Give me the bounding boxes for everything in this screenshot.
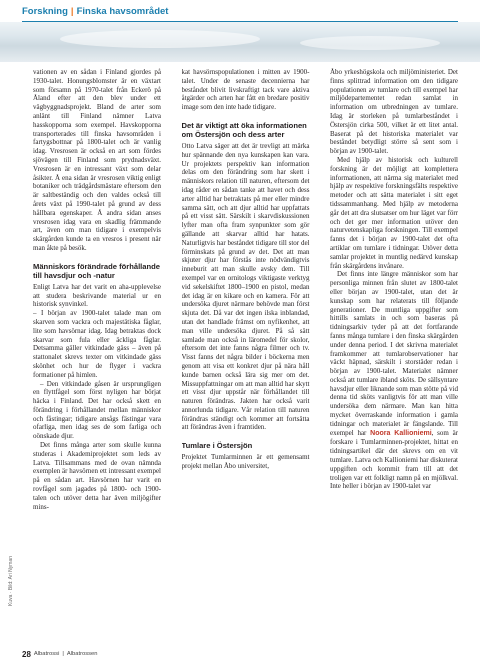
subheading: Tumlare i Östersjön <box>181 441 253 451</box>
column-1 <box>33 68 161 643</box>
paragraph: – Den vitkindade gåsen är ursprungligen en flyttfågel som först nyligen har börjat häcka i Finland. Det har också skett en förändring i förhållandet mellan människor och fåstingar; tidigare ansågs fästingar vara ofarliga, men idag ses de som farliga och oönskade djur. <box>33 379 161 441</box>
paragraph: – I början av 1900-talet talade man om skarven som vackra och majestätiska fåglar, lite som havsörnar idag. Idag betraktas dock skarvar som fula eller äckliga fåglar. Detsamma gäller vitkindade gäss – även på stattonalet skrevs texter om vitkindade gäss skönhet och hur de flyger i vackra formationer på himlen. <box>33 309 161 379</box>
photo-mist <box>300 36 440 50</box>
subheading: Det är viktigt att öka informationen om Östersjön och dess arter <box>181 120 307 139</box>
column-2 <box>182 68 310 643</box>
highlighted-name: Noora Kallioniemi <box>370 429 432 437</box>
paragraph: Det finns många arter som skulle kunna studeras i Akademiprojektet som leds av Latva. Tillsammans med de ovan nämnda exemplen är havsörnen ett intressant exempel på en sådan art. Havsörnen har varit en rovfågel som jagades på 1800- och 1900-talen och utöver detta har även miljögifter mins- <box>33 441 161 511</box>
page-footer <box>22 648 98 660</box>
header-photo <box>0 22 480 62</box>
photo-mist <box>60 30 260 48</box>
paragraph: kat havsörnspopulationen i mitten av 1900-talet. Under de senaste decennierna har beståndet blivit livskraftigt tack vare aktiva åtgärder och arten har fått en bredare positiv image som den inte hade tidigare. <box>181 68 310 112</box>
magazine-name: Albatrossi <box>33 651 60 657</box>
column-3 <box>330 68 458 643</box>
section-name: Forskning <box>22 6 68 17</box>
text-run: , som är forskare i Tumlarminnen-projektet, hittat en tidningsartikel där det skrevs om en vit tumlare. Latva och Kallioniemi har diskuterat uppgiften och kommit fram till att det troligen var ett folkligt namn på en mjölkval. Inte heller i början av 1900-talet var <box>330 428 458 491</box>
paragraph: Otto Latva säger att det är trevligt att märka hur spännande den nya kunskapen kan vara. Ur projektets perspektiv kan information delas om den förändring som har skett i människors relation till naturen, eftersom det idag råder en sådan tanke att havet och dess arter alltid har betraktats på mer eller mindre samma sätt, och att djur alltid har uppfattats på ett visst sätt. Särskilt i skarvdiskussionen lyfter man ofta fram synpunkter som gör gällande att skarvar alltid har hatats. Naturligtvis har beståndet tidigare till stor del förminskats på grund av det. Det att man skjuter djur har förstås inte nödvändigtvis inneburit att man skulle avsky dem. Till exempel var en ornitologs viktigaste verktyg vid sekelskiftet 1800–1900 en pistol, medan det idag är en kikare och en kamera. För att undersöka djuret närmare behövde man först skjuta det. Då var det ingen ilska inblandad, utan det handlade främst om nyfikenhet, att man ville undersöka djuret. På så sätt samlade man också in läromedel för skolor, eftersom det inte fanns några filmer och tv. Visst fanns det några bilder i böckerna men genom att visa ett konkret djur på nära håll kunde barnen också lära sig mer om det. Missuppfattningar om att man alltid har skytt ett visst djur uppstår när förhållandet till naturen förändras. Jakten har också varit annorlunda tidigare. Vår relation till naturen förändras ständigt och kommer att fortsätta att förändras även i framtiden. <box>181 141 310 432</box>
paragraph: Enligt Latva har det varit en aha-upplevelse att studera beskrivande material ur en historisk synvinkel. <box>33 282 161 309</box>
page-number: 28 <box>22 649 31 659</box>
footer-separator: | <box>62 651 64 657</box>
paragraph: Åbo yrkeshögskola och miljöministeriet. Det finns splittrad information om den tidigare populationen av tumlare och till exempel har miljödepartementet redan samlat in information om utbredningen av tumlare. Idag är storleken på tumlarbeståndet i Östersjön cirka 500, vilket är ett litet antal. Baserat på det historiska materialet var beståndet betydligt större så sent som i början av 1900-talet. <box>330 68 458 156</box>
magazine-name-2: Albatrossen <box>66 651 98 657</box>
paragraph <box>330 270 458 491</box>
section-separator: | <box>70 6 74 17</box>
paragraph: vationen av en sådan i Finland gjordes på 1930-talet. Honungsblomster är en växtart som församn på 1970-talet från Eckerö på Åland efter att den blev under ett vägbyggnadsprojekt. Bland de arter som anlänt till Finland nämner Latva hasskopporna som exempel. Havskopporna transporterades till finska havsområden i fartygsbottnar på 1800-talet och är vanlig idag. Vresrosen är också en art som fördes sjövägen till Finland som prydnadsväxt. Vresrosen är en intressant växt som delar åsikter. Å ena sidan är vresrosen viktig enligt botaniker och trädgårdsmästare eftersom den är saltbeständig och den valdes också till årets växt på 1990-talet på grund av dess hållbara egenskaper. Å andra sidan anses vresrosen idag vara en skadlig främmande art, även om man tidigare i exempelvis skärgården kunde ta en vresros i present när man åkte på besök. <box>33 68 161 252</box>
paragraph: Projektet Tumlarminnen är ett gemensamt projekt mellan Åbo universitet, <box>181 453 310 471</box>
article-body <box>33 68 458 643</box>
text-run: Det finns inte längre människor som har personliga minnen från slutet av 1800-talet eller början av 1900-talet, utan det är kunskap som har relaterats till följande generationer. De muntliga uppgifter som hittills samlats in och som baseras på tidningsarkiv tyder på att det fortfarande fanns många tumlare i den finska skärgården under denna period. I det skrivna materialet framkommer att tumlarobservationer har väckt häpnad, särskilt i storstäder redan i början av 1900-talet. Materialet nämner också att tumlare ibland sköts. De sällsyntare havsdjur eller liknande som man stötte på vid denna tid sköts vanligtvis för att man ville undersöka dem närmare. Man kan hitta mycket överraskande information i gamla tidningar och materialet är fängslande. Till exempel har <box>330 270 458 437</box>
subsection-name: Finska havsområdet <box>76 6 169 17</box>
paragraph: Med hjälp av historisk och kulturell forskning är det möjligt att komplettera informationen, att närma sig materialet med hjälp av respektive forskningsfälts respektive metoder och att sätta materialet i sitt eget tidssammanhang. Med hjälp av metoderna går det att dra slutsatser om hur läget var förr och det ger mer information utöver den naturvetenskapliga forskningen. Till exempel fanns det i början av 1900-talet det ofta artiklar om tumlare i tidningar. Utöver detta samlar projektet in muntlig nedärvd kunskap från skärgårdens invånare. <box>330 155 458 270</box>
section-header <box>22 0 168 17</box>
photo-credit: Kuva · Bild: Ari Nyman <box>8 555 14 606</box>
subheading: Människors förändrade förhållande till havsdjur och -natur <box>33 261 161 280</box>
